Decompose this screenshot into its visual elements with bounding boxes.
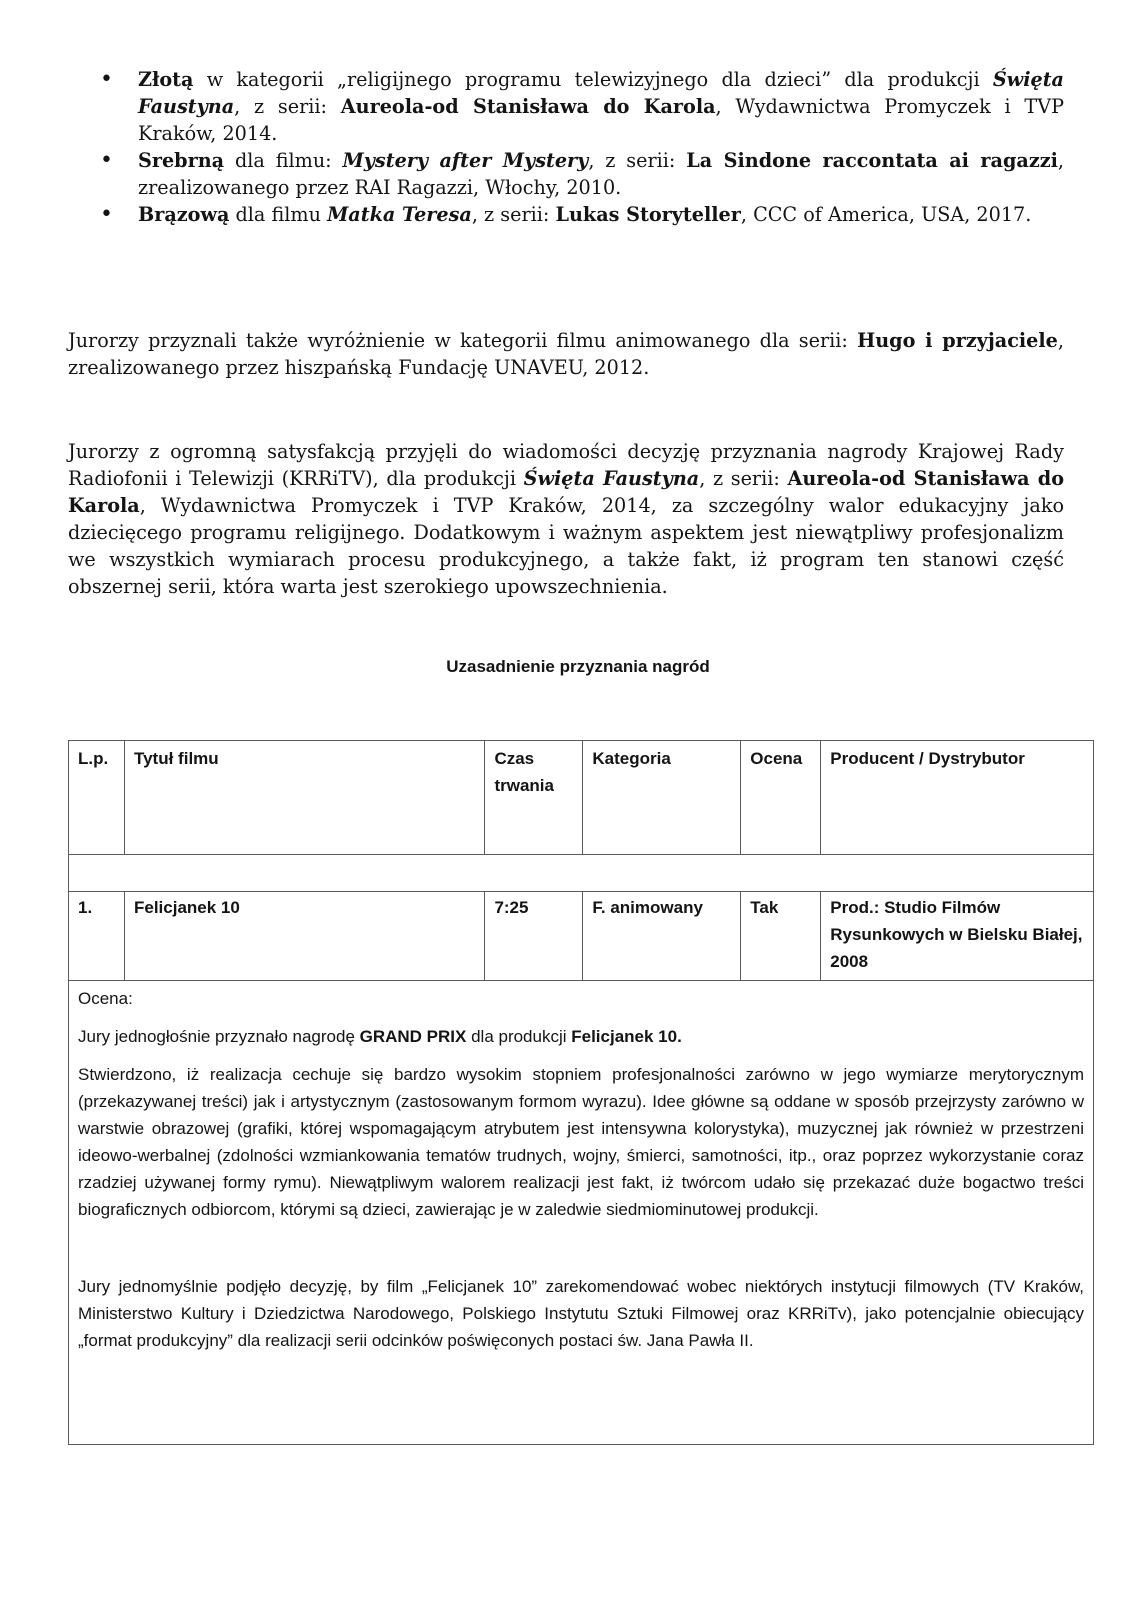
award-name: Srebrną bbox=[138, 149, 225, 172]
series-name: Hugo i przyjaciele bbox=[857, 329, 1058, 352]
awards-table bbox=[68, 740, 1094, 1445]
cell-title: Felicjanek 10 bbox=[124, 892, 484, 981]
assessment-label: Ocena: bbox=[78, 989, 133, 1008]
assessment-row bbox=[69, 981, 1094, 1445]
section-heading: Uzasadnienie przyznania nagród bbox=[446, 657, 710, 676]
series-name: Aureola-od Stanisława do Karola bbox=[68, 467, 1065, 517]
cell-producer: Prod.: Studio Filmów Rysunkowych w Bielsku Białej, 2008 bbox=[821, 892, 1094, 981]
cell-lp: 1. bbox=[69, 892, 125, 981]
film-title: Felicjanek 10. bbox=[571, 1027, 682, 1046]
table-row bbox=[69, 892, 1094, 981]
award-bronze-item: • Brązową dla filmu Matka Teresa, z serii: Lukas Storyteller, CCC of America, USA, 2017. bbox=[100, 201, 1064, 228]
award-name: Brązową bbox=[138, 203, 230, 226]
cell-duration: 7:25 bbox=[485, 892, 583, 981]
cell-category: F. animowany bbox=[583, 892, 741, 981]
film-title: Mystery after Mystery bbox=[342, 149, 589, 172]
cell-rating: Tak bbox=[741, 892, 821, 981]
header-duration: Czas trwania bbox=[485, 741, 583, 855]
table-spacer-row bbox=[69, 855, 1094, 892]
assessment-cell bbox=[69, 981, 1094, 1445]
series-name: Lukas Storyteller bbox=[555, 203, 741, 226]
series-name: La Sindone raccontata ai ragazzi bbox=[686, 149, 1058, 172]
film-title: Święta Faustyna bbox=[138, 68, 1064, 118]
assessment-justification: Stwierdzono, iż realizacja cechuje się bardzo wysokim stopniem profesjonalności zarówno w jego wymiarze merytorycznym (przekazywanej treści) jak i artystycznym (zastosowanym formom wyrazu). Idee główne są oddane w sposób przejrzysty zarówno w warstwie obrazowej (grafiki, której wspomagającym atrybutem jest intensywna kolorystyka), muzycznej jak również w przestrzeni ideowo-werbalnej (zdolności wzmiankowania tematów trudnych, wojny, śmierci, samotności, itp., oraz poprzez wykorzystanie coraz rzadziej używanej formy rymu). Niewątpliwym walorem realizacji jest fakt, iż twórcom udało się przekazać duże bogactwo treści biograficznych odbiorcom, którymi są dzieci, zawierając je w zaledwie siedmiominutowej produkcji. bbox=[78, 1065, 1084, 1219]
award-name: GRAND PRIX bbox=[359, 1027, 467, 1046]
header-lp: L.p. bbox=[69, 741, 125, 855]
film-title: Święta Faustyna bbox=[523, 467, 700, 490]
award-gold-item: • Złotą w kategorii „religijnego programu telewizyjnego dla dzieci” dla produkcji Święta Faustyna, z serii: Aureola-od Stanisława do Karola, Wydawnictwa Promyczek i TVP Kraków, 2014. bbox=[100, 66, 1064, 147]
header-category: Kategoria bbox=[583, 741, 741, 855]
film-title: Matka Teresa bbox=[327, 203, 472, 226]
spacer-cell bbox=[69, 855, 1094, 892]
header-title: Tytuł filmu bbox=[124, 741, 484, 855]
table-header-row bbox=[69, 741, 1094, 855]
header-rating: Ocena bbox=[741, 741, 821, 855]
series-name: Aureola-od Stanisława do Karola bbox=[340, 95, 716, 118]
distinction-paragraph: Jurorzy przyznali także wyróżnienie w kategorii filmu animowanego dla serii: Hugo i przyjaciele, zrealizowanego przez hiszpańską Fundację UNAVEU, 2012. bbox=[68, 329, 1064, 379]
grand-prix-statement: Jury jednogłośnie przyznało nagrodę GRAND PRIX dla produkcji Felicjanek 10. bbox=[78, 1027, 682, 1046]
awards-list bbox=[100, 66, 1064, 228]
krrit-paragraph: Jurorzy z ogromną satysfakcją przyjęli do wiadomości decyzję przyznania nagrody Krajowej Rady Radiofonii i Telewizji (KRRiTV), dla produkcji Święta Faustyna, z serii: Aureola-od Stanisława do Karola, Wydawnictwa Promyczek i TVP Kraków, 2014, za szczególny walor edukacyjny jako dziecięcego programu religijnego. Dodatkowym i ważnym aspektem jest niewątpliwy profesjonalizm we wszystkich wymiarach procesu produkcyjnego, a także fakt, iż program ten stanowi część obszernej serii, która warta jest szerokiego upowszechnienia. bbox=[68, 440, 1065, 598]
recommendation-paragraph: Jury jednomyślnie podjęło decyzję, by film „Felicjanek 10” zarekomendować wobec niektórych instytucji filmowych (TV Kraków, Ministerstwo Kultury i Dziedzictwa Narodowego, Polskiego Instytutu Sztuki Filmowej oraz KRRiTv), jako potencjalnie obiecujący „format produkcyjny” dla realizacji serii odcinków poświęconych postaci św. Jana Pawła II. bbox=[78, 1277, 1084, 1350]
award-silver-item: • Srebrną dla filmu: Mystery after Mystery, z serii: La Sindone raccontata ai ragazzi, zrealizowanego przez RAI Ragazzi, Włochy, 2010. bbox=[100, 147, 1064, 201]
award-name: Złotą bbox=[138, 68, 194, 91]
header-producer: Producent / Dystrybutor bbox=[821, 741, 1094, 855]
